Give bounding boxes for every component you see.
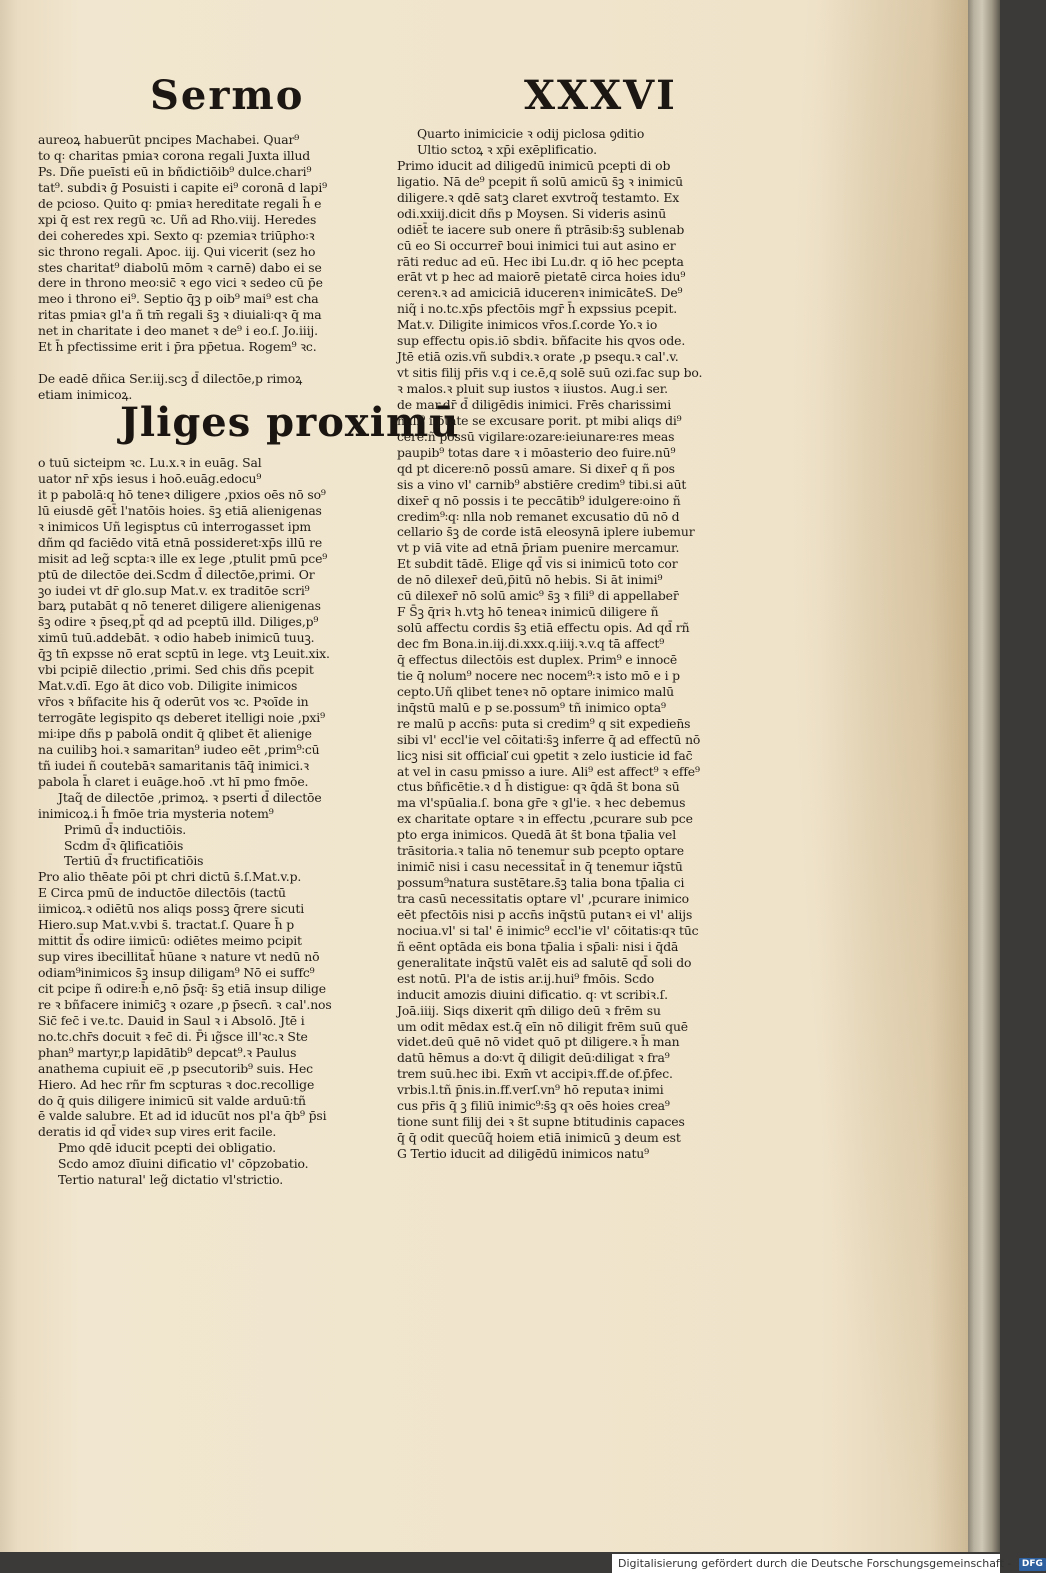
text-line: vr̄os ꝛ bñfacite his q̄ oderūt vos ꝛc. Pꝛoīde in	[38, 694, 309, 710]
text-line: eēt pfectōis nisi p accn̄s inq̄stū putanꝛ ei vl' alijs	[397, 906, 693, 922]
text-line: cere.ñ possū vigilare꞉ozare꞉ieiunare꞉res meas	[397, 428, 675, 444]
text-line: at vel in casu pmisso a iure. Ali⁹ est affect⁹ ꝛ effe⁹	[397, 763, 700, 779]
list-item: Primū d̄ꝛ inductiōis.	[64, 821, 187, 837]
spacer	[38, 355, 386, 371]
text-line: Ps. Dñe pueīsti eū in bñdictiōib⁹ dulce.chari⁹	[38, 163, 312, 179]
text-line: tie q̄ nolum⁹ nocere nec nocem⁹꞉ꝛ isto mō e i p	[397, 667, 680, 683]
right-column-body-lines	[397, 158, 767, 1162]
text-line: de pcioso. Quito q꞉ pmiaꝛ hereditate regali h̄ e	[38, 195, 322, 211]
text-line: possum⁹natura sustētare.s̄ꝫ talia bona tp̄alia ci	[397, 875, 685, 891]
text-line: ꝛ inimicos Uñ legisptus cū interrogasset ipm	[38, 518, 311, 534]
text-line: G Tertio iducit ad diligēdū inimicos natu⁹	[397, 1146, 649, 1161]
sermon-heading-continued: etiam inimicoꝝ.	[38, 387, 133, 403]
text-line: sic throno regali. Apoc. iij. Qui vicerit (sez ho	[38, 243, 316, 259]
text-line: dñm qd faciēdo vitā etnā possideret꞉xp̄s illū re	[38, 534, 323, 550]
text-line: meo i throno ei⁹. Septio q̄ꝫ p oib⁹ mai⁹ est cha	[38, 291, 319, 307]
text-line: Ultio sctoꝝ ꝛ xp̄i exēplificatio.	[417, 141, 597, 157]
text-line: de nō dilexer̄ deū,p̄itū nō hebis. Si āt inimi⁹	[397, 572, 663, 588]
text-line: ꝛ malos.ꝛ pluit sup iustos ꝛ iiustos. Aug.i ser.	[397, 381, 668, 396]
text-line: cus pr̄is q̄ ꝫ filiū inimic⁹꞉s̄ꝫ qꝛ oēs hoies crea⁹	[397, 1098, 670, 1114]
text-line: rāti reduc ad eū. Hec ibi Lu.dr. q iō hec pcepta	[397, 253, 684, 269]
text-line: dere in throno meo꞉sic̄ ꝛ ego vici ꝛ sedeo cū p̄e	[38, 275, 323, 291]
text-line: terrogāte legispito qs deberet itelligi noie ,pxi⁹	[38, 710, 325, 725]
text-line: Primo iducit ad diligedū inimicū pcepti di ob	[397, 157, 671, 173]
text-line: ma vl'spūalia.ſ. bona gr̄e ꝛ gl'ie. ꝛ hec debemus	[397, 795, 686, 811]
text-line: mi꞉ipe dñs p pabolā ondit q̄ qlibet ēt alienige	[38, 725, 312, 741]
text-line: nociua.vl' si tal' ē inimic⁹ eccl'ie vl' cōitatis꞉qꝛ tūc	[397, 922, 699, 938]
text-line: na cuilibꝫ hoi.ꝛ samaritan⁹ iudeo eēt ,prim⁹꞉cū	[38, 741, 320, 757]
text-line: to q꞉ charitas pmiaꝛ corona regali Juxta illud	[38, 147, 311, 163]
text-line: cellario s̄ꝫ de corde istā eleosynā iplere iubemur	[397, 524, 695, 540]
text-line: licꝫ nisi sit officiaľ cui ꝯpetit ꝛ zelo iusticie id fac̄	[397, 747, 693, 763]
text-line: trāsitoria.ꝛ talia nō tenemur sub pcepto optare	[397, 843, 684, 859]
text-line: niq̃ i no.tc.xp̄s pfectōis mgr̄ h̄ expssius pcepit.	[397, 301, 678, 317]
text-line: ritas pmiaꝛ gl'a ñ tm̄ regali s̄ꝫ ꝛ diuiali꞉qꝛ q̄ ma	[38, 307, 322, 323]
text-line: generalitate inq̄stū valēt eis ad salutē qd̄ soli do	[397, 954, 692, 970]
text-line: q̄ effectus dilectōis est duplex. Prim⁹ e innocē	[397, 651, 678, 667]
text-line: dec fm Bona.in.iij.di.xxx.q.iiij.ꝛ.v.q tā affect⁹	[397, 636, 665, 651]
left-column-body-lines	[38, 471, 386, 790]
text-line: dei coheredes xpi. Sexto q꞉ pzemiaꝛ triūpho꞉ꝛ	[38, 227, 315, 243]
text-line: lū eiusdē gēt̄ l'natōis hoies. s̄ꝫ etiā alienigenas	[38, 502, 322, 518]
list-item: Scdm d̄ꝛ q̄lificatiōis	[64, 837, 184, 853]
text-line: vbi pcipiē dilectio ,primi. Sed chis dñs pcepit	[38, 662, 314, 678]
text-line: null⁹ i p̄tate se excusare porit. pt mibi aliqs di⁹	[397, 412, 682, 428]
text-line: inducit amozis diuini dificatio. q꞉ vt scribiꝛ.ſ.	[397, 986, 668, 1002]
text-line: tat⁹. subdiꝛ ḡ Posuisti i capite ei⁹ coronā d lapi⁹	[38, 179, 327, 195]
text-line: tra casū necessitatis optare vl' ,pcurare inimico	[397, 891, 689, 906]
text-line: Scdo amoz dīuini dificatio vl' cōpzobatio.	[58, 1156, 309, 1172]
text-line: inimic̄ nisi i casu necessitat̄ in q̄ tenemur iq̄stū	[397, 859, 683, 875]
text-line: cerenꝛ.ꝛ ad amiciciā iducerenꝛ inimicāteS. De⁹	[397, 285, 683, 301]
text-line: datū hēmus a do꞉vt q̄ diligit deū꞉diligat ꝛ fra⁹	[397, 1050, 670, 1066]
text-line: net in charitate i deo manet ꝛ de⁹ i eo.ſ. Jo.iiij.	[38, 323, 318, 339]
text-line: dixer̄ q nō possis i te peccātib⁹ idulgere꞉oino ñ	[397, 492, 681, 508]
text-line: Tertio natural' leg̃ dictatio vl'strictio.	[58, 1172, 284, 1188]
text-line: sup vires ibecillitat̄ hūane ꝛ nature vt nedū nō	[38, 949, 320, 965]
right-column-indented-lines	[397, 126, 767, 158]
text-line: ptū de dilectōe dei.Scdm d̄ dilectōe,primi. Or	[38, 566, 315, 582]
text-line: Hiero. Ad hec rñr fm scpturas ꝛ doc.recollige	[38, 1076, 315, 1092]
text-line: um odit mēdax est.q̄ eīn nō diligit frēm suū quē	[397, 1018, 688, 1034]
text-line: vt sitis filij pr̄is v.q i ce.ē,q solē suū ozi.fac sup bo.	[397, 365, 703, 381]
text-line: s̄ꝫ odire ꝛ p̄seq,pt̄ qd ad pceptū illd. Diliges,p⁹	[38, 614, 319, 630]
text-line: xpi q̄ est rex regū ꝛc. Uñ ad Rho.viij. Heredes	[38, 211, 317, 227]
dfg-logo: DFG	[1019, 1558, 1046, 1571]
running-head-left: Sermo	[150, 72, 305, 119]
text-line: F S̄ꝫ q̄riꝛ h.vtꝫ hō teneaꝛ inimicū diligere ñ	[397, 604, 659, 620]
text-line: erāt vt p hec ad maiorē pietatē circa hoies idu⁹	[397, 269, 686, 285]
text-line: Quarto inimicicie ꝛ odij piclosa ꝯditio	[417, 126, 645, 141]
text-line: tione sunt filij dei ꝛ s̄t supne btitudinis capaces	[397, 1114, 685, 1130]
text-line: paupib⁹ totas dare ꝛ i mōasterio deo fuire.nū⁹	[397, 444, 676, 460]
page-edge-stack	[968, 0, 1000, 1552]
text-line: inq̄stū malū e p se.possum⁹ tñ inimico opta⁹	[397, 699, 666, 715]
text-line: phan⁹ martyr,p lapidātib⁹ depcat⁹.ꝛ Paulus	[38, 1044, 297, 1060]
text-line: vt p viā vite ad etnā p̄riam puenire mercamur.	[397, 540, 680, 556]
page-stain	[790, 0, 970, 1552]
text-line: Hiero.sup Mat.v.vbi s̄. tractat.ſ. Quare h̄ p	[38, 917, 295, 933]
text-line: Jtaq̃ de dilectōe ,primoꝝ. ꝛ pserti d̄ dilectōe	[58, 789, 322, 805]
text-line: inimicoꝝ.i h̄ fmōe tria mysteria notem⁹	[38, 805, 274, 821]
text-line: ꝫo iudei vt dr̄ glo.sup Mat.v. ex traditōe scri⁹	[38, 582, 310, 598]
text-line: vrbis.l.tñ p̄nis.in.ff.verſ.vn⁹ hō reputaꝛ inimi	[397, 1082, 664, 1098]
left-column-body-lines-3	[38, 869, 386, 1140]
mysteria-list	[38, 822, 386, 870]
text-line: stes charitat⁹ diabolū mōm ꝛ carnē) dabo ei se	[38, 259, 322, 275]
list-item: Tertiū d̄ꝛ fructificatiōis	[64, 853, 204, 869]
text-line: iimicoꝝ.ꝛ odiētū nos aliqs possꝫ q̄rere sicuti	[38, 901, 305, 917]
text-line: sup effectu opis.iō sbdiꝛ. bñfacite his qvos ode.	[397, 333, 686, 349]
text-line: re ꝛ bñfacere inimic̄ꝫ ꝛ ozare ,p p̄secn̄. ꝛ cal'.nos	[38, 996, 332, 1012]
text-line: Mat.v. Diligite inimicos vr̄os.ſ.corde Yo.ꝛ io	[397, 317, 658, 333]
text-line: de mar.dr̄ d̄ diligēdis inimici. Frēs charissimi	[397, 396, 672, 412]
text-line: solū affectu cordis s̄ꝫ etiā effectu opis. Ad qd̄ rñ	[397, 620, 690, 636]
text-line: ligatio. Nā de⁹ pcepit ñ solū amicū s̄ꝫ ꝛ inimicū	[397, 173, 684, 189]
text-line: mittit d̄s odire iimicū꞉ odiētes meimo pcipit	[38, 933, 302, 949]
running-head-right: XXXVI	[524, 72, 677, 119]
text-line: Jtē etiā ozis.vñ subdiꝛ.ꝛ orate ,p psequ.ꝛ cal'.v.	[397, 349, 679, 365]
text-line: diligere.ꝛ qdē satꝫ claret exvtroq̃ testamto. Ex	[397, 189, 680, 205]
text-line: misit ad leg̃ scpta꞉ꝛ ille ex lege ,ptulit pmū pce⁹	[38, 550, 328, 566]
text-line: barꝝ putabāt q nō teneret diligere alienigenas	[38, 598, 321, 614]
text-line: cū dilexer̄ nō solū amic⁹ s̄ꝫ ꝛ fili⁹ di appellaber̄	[397, 588, 679, 604]
text-line: odiēt̄ te iacere sub onere ñ ptrāsib꞉s̄ꝫ sublenab	[397, 221, 685, 237]
text-line: odi.xxiij.dicit dñs p Moysen. Si videris asinū	[397, 205, 667, 221]
text-line: no.tc.chr̄s docuit ꝛ fec̄ di. P̄i ıg̃sce ill'ꝛc.ꝛ Ste	[38, 1028, 308, 1044]
text-line: Et subdit tādē. Elige qd̄ vis si inimicū toto cor	[397, 556, 678, 572]
text-line: it p pabolā꞉q hō teneꝛ diligere ,pxios oēs nō so⁹	[38, 486, 326, 502]
text-line: ximū tuū.addebāt. ꝛ odio habeb inimicū tuuꝫ.	[38, 630, 315, 646]
text-line: ē valde salubre. Et ad id iducūt nos pl'a q̄b⁹ p̄si	[38, 1108, 327, 1124]
footer-text: Digitalisierung gefördert durch die Deutsche Forschungsgemeinschaft -	[618, 1557, 1012, 1570]
text-line: ñ eēnt optāda eis bona tp̄alia i sp̄ali꞉ nisi i q̄dā	[397, 938, 679, 954]
text-line: sis a vino vl' carnib⁹ abstiēre credim⁹ tibi.si aūt	[397, 476, 687, 492]
text-line: Et h̄ pfectissime erit i p̄ra pp̄etua. Rogem⁹ ꝛc.	[38, 339, 317, 355]
text-line: E Circa pmū de inductōe dilectōis (tactū	[38, 885, 286, 901]
incipit-row	[38, 399, 460, 455]
text-line: deratis id qd̄ videꝛ sup vires erit facile.	[38, 1124, 277, 1140]
sermon-heading: De eadē dñica Ser.iij.scꝫ d̄ dilectōe,p rimoꝝ	[38, 371, 303, 387]
text-line: credim⁹꞉q꞉ nlla nob remanet excusatio dū nō d	[397, 508, 680, 524]
text-line: uator nr̄ xp̄s iesus i hoō.euāg.edocu⁹	[38, 470, 262, 486]
text-line: ex charitate optare ꝛ in effectu ,pcurare sub pce	[397, 811, 693, 827]
text-line: ctus bñficētie.ꝛ d h̄ distigue꞉ qꝛ q̄dā s̄t bona sū	[397, 779, 680, 795]
left-column-closing-lines	[38, 1140, 386, 1188]
right-column	[397, 126, 767, 1162]
text-line: tñ iudei ñ coutebāꝛ samaritanis tāq̄ inimici.ꝛ	[38, 757, 309, 773]
left-column-body-lines-2	[38, 806, 386, 822]
text-line: est notū. Pl'a de istis ar.ij.hui⁹ fmōis. Scdo	[397, 970, 655, 986]
text-line: odiam⁹inimicos s̄ꝫ insup diligam⁹ Nō ei suffc⁹	[38, 965, 315, 980]
left-column	[38, 132, 460, 1188]
text-line: qd pt dicere꞉nō possū amare. Si dixer̄ q ñ pos	[397, 460, 675, 476]
incipit-large-text: Jliges proximū	[120, 399, 460, 446]
left-column-top-lines	[38, 132, 386, 355]
text-line: trem suū.hec ibi. Exm̄ vt accipiꝛ.ff.de of.p̄fec.	[397, 1066, 673, 1082]
funding-footer	[612, 1554, 1043, 1573]
incipit-continued: o tuū sicteipm ꝛc. Lu.x.ꝛ in euāg. Sal	[38, 455, 262, 470]
text-line: pto erga inimicos. Quedā āt s̄t bona tp̄alia vel	[397, 827, 677, 843]
text-line: cū eo Si occurrer̄ boui inimici tui aut asino er	[397, 237, 676, 253]
text-line: aureoꝝ habuerūt pncipes Machabei. Quar⁹	[38, 132, 300, 147]
text-line: do q̄ quis diligere inimicū sit valde arduū꞉tñ	[38, 1092, 306, 1108]
text-line: cepto.Uñ qlibet teneꝛ nō optare inimico malū	[397, 683, 674, 699]
text-line: Pro alio thēate pōi pt chri dictū s̄.ſ.Mat.v.p.	[38, 869, 302, 885]
text-line: sibi vl' eccl'ie vel cōitati꞉s̄ꝫ inferre q̄ ad effectū nō	[397, 731, 701, 747]
text-line: Mat.v.dī. Ego āt dico vob. Diligite inimicos	[38, 678, 298, 694]
text-line: cit pcipe ñ odire꞉h̄ e,nō p̄sq̄꞉ s̄ꝫ etiā insup dilige	[38, 980, 326, 996]
text-line: videt.deū quē nō videt quō pt diligere.ꝛ h̄ man	[397, 1034, 680, 1050]
text-line: Joā.iiij. Siqs dixerit qm̄ diligo deū ꝛ frēm su	[397, 1002, 661, 1018]
text-line: Pmo qdē iducit pcepti dei obligatio.	[58, 1140, 276, 1156]
text-line: pabola h̄ claret i euāge.hoō .vt hī pmo fmōe.	[38, 773, 309, 789]
text-line: anathema cupiuit ee̅ ,p psecutorib⁹ suis. Hec	[38, 1060, 313, 1076]
text-line: Sic̄ fec̄ i ve.tc. Dauid in Saul ꝛ i Absolō. Jtē i	[38, 1012, 305, 1028]
left-column-indented-lines	[38, 790, 386, 806]
text-line: re malū p accn̄s꞉ puta si credim⁹ q sit expedien̄s	[397, 715, 691, 731]
text-line: q̄ q̄ odit quecūq̃ hoiem etiā inimicū ꝫ deum est	[397, 1130, 681, 1146]
text-line: q̄ꝫ tn̄ expsse nō erat scptū in lege. vtꝫ Leuit.xix.	[38, 646, 330, 662]
